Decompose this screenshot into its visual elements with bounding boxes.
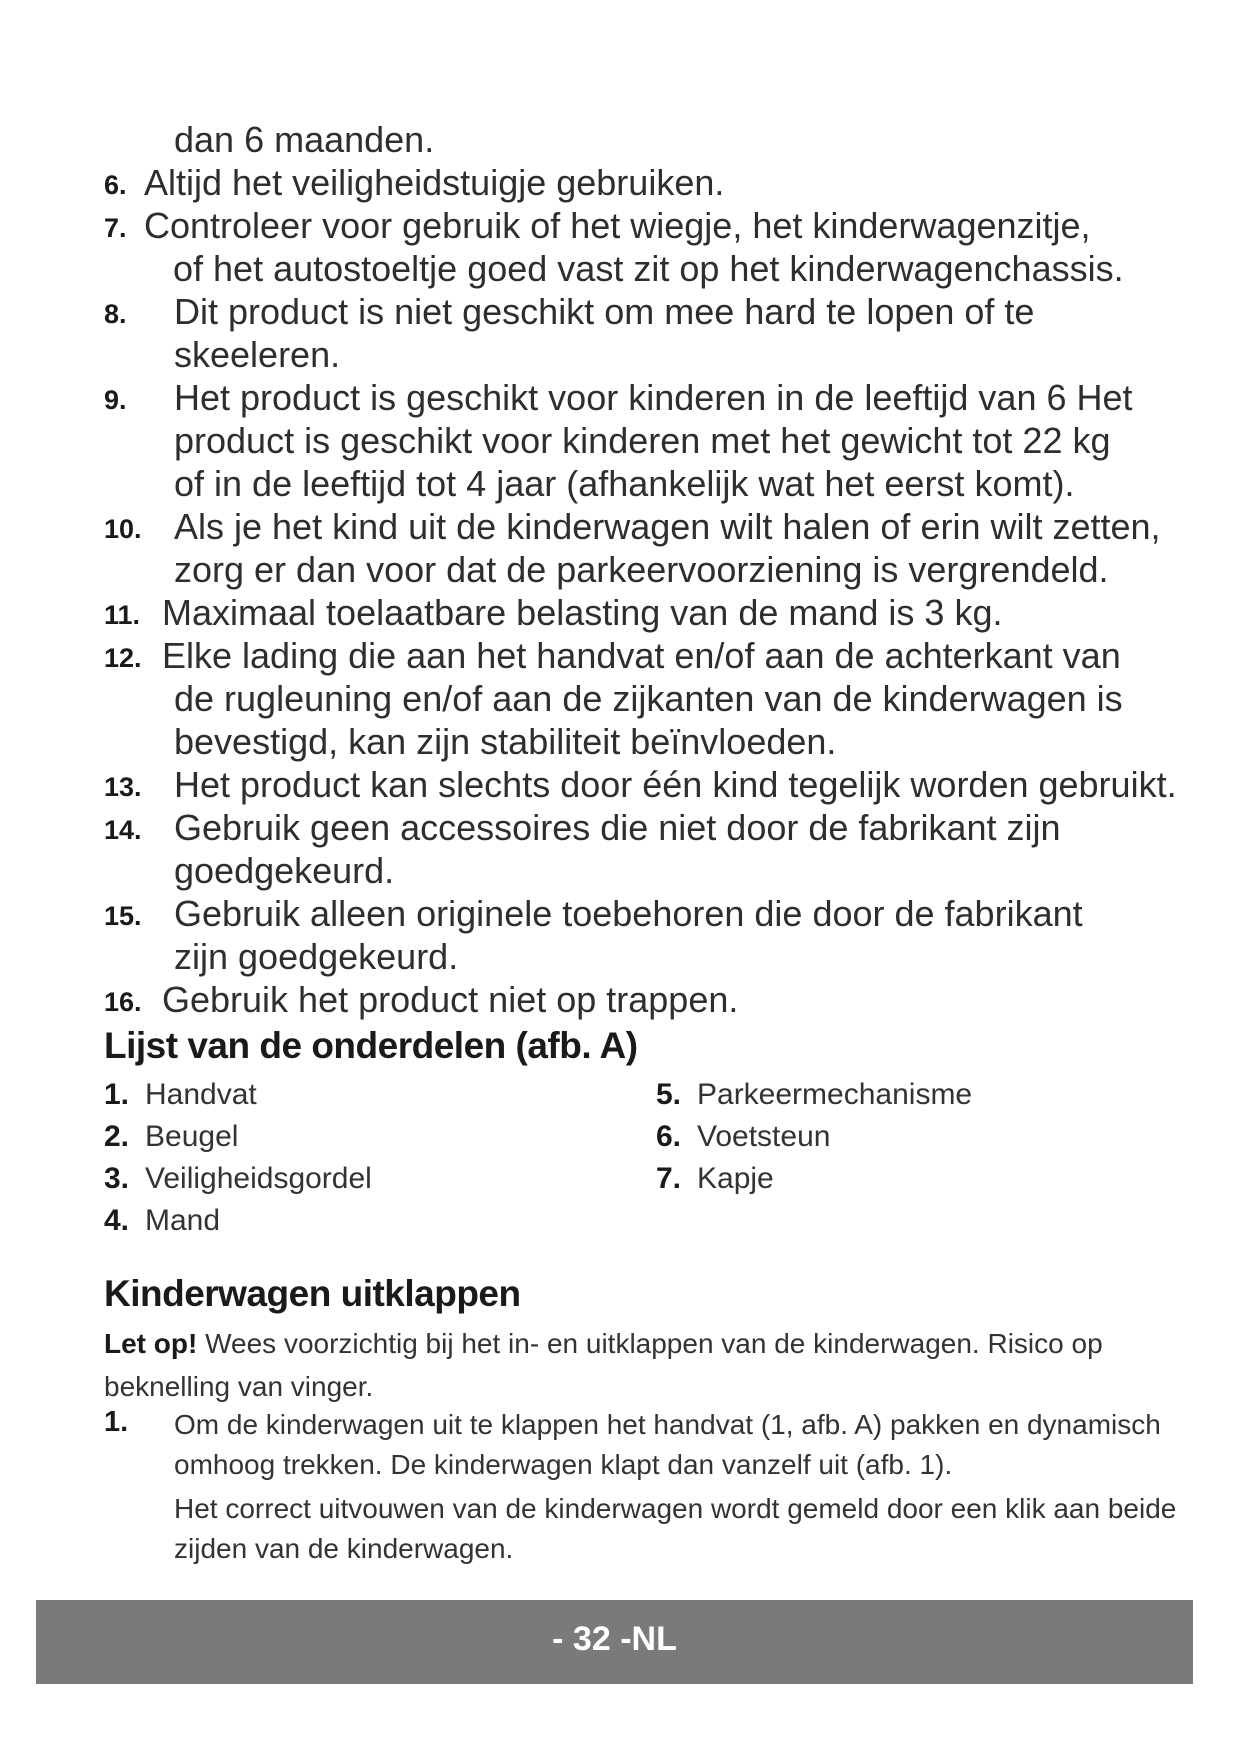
rule-text-cont: skeeleren. xyxy=(174,334,341,375)
part-number: 5. xyxy=(656,1078,682,1111)
page-number: - 32 -NL xyxy=(552,1620,677,1658)
step-paragraph: Om de kinderwagen uit te klappen het handvat (1, afb. A) pakken en dynamisch omhoog trekken. De kinderwagen klapt dan vanzelf uit (afb. 1). xyxy=(174,1409,1161,1480)
parts-list-right xyxy=(656,1074,972,1200)
part-number: 2. xyxy=(104,1120,130,1153)
rule-text-cont: zorg er dan voor dat de parkeervoorziening is vergrendeld. xyxy=(174,549,1109,590)
step-text xyxy=(174,1405,1204,1569)
rule-number: 16. xyxy=(104,987,142,1017)
rule-text-cont: de rugleuning en/of aan de zijkanten van de kinderwagen is xyxy=(174,678,1123,719)
part-label: Voetsteun xyxy=(697,1120,831,1153)
part-number: 6. xyxy=(656,1120,682,1153)
part-number: 3. xyxy=(104,1162,130,1195)
part-number: 4. xyxy=(104,1204,130,1237)
rule-text-cont: zijn goedgekeurd. xyxy=(174,936,459,977)
rule-item xyxy=(104,161,1204,204)
safety-rules-list xyxy=(104,118,1204,1021)
part-item xyxy=(656,1158,972,1200)
rule-text: Gebruik het product niet op trappen. xyxy=(162,979,739,1020)
rule-text-cont: goedgekeurd. xyxy=(174,850,395,891)
part-label: Beugel xyxy=(145,1120,239,1153)
rule-item xyxy=(104,892,1204,978)
rule-text: Gebruik geen accessoires die niet door de fabrikant zijn xyxy=(174,807,1061,848)
warning-label: Let op! xyxy=(104,1328,198,1359)
rule-text: Maximaal toelaatbare belasting van de mand is 3 kg. xyxy=(162,592,1003,633)
rule-number: 15. xyxy=(104,901,142,931)
parts-heading: Lijst van de onderdelen (afb. A) xyxy=(104,1025,638,1066)
rule-text-cont: bevestigd, kan zijn stabiliteit beïnvloeden. xyxy=(174,721,837,762)
rule-text: Als je het kind uit de kinderwagen wilt halen of erin wilt zetten, xyxy=(174,506,1161,547)
rule-item xyxy=(104,978,1204,1021)
rule-text: Controleer voor gebruik of het wiegje, het kinderwagenzitje, xyxy=(144,205,1091,246)
rule-number: 10. xyxy=(104,514,142,544)
rule-text: Het product is geschikt voor kinderen in de leeftijd van 6 Het xyxy=(174,377,1133,418)
part-label: Mand xyxy=(145,1204,221,1237)
rule-item xyxy=(104,806,1204,892)
part-item xyxy=(656,1074,972,1116)
unfold-heading: Kinderwagen uitklappen xyxy=(104,1273,521,1314)
rule-text: Dit product is niet geschikt om mee hard te lopen of te xyxy=(174,291,1035,332)
part-item xyxy=(104,1116,372,1158)
rule-number: 13. xyxy=(104,772,142,802)
part-label: Parkeermechanisme xyxy=(697,1078,973,1111)
rule-text-cont: of in de leeftijd tot 4 jaar (afhankelijk wat het eerst komt). xyxy=(174,463,1075,504)
rule-number: 11. xyxy=(104,600,141,630)
rule-number: 12. xyxy=(104,643,142,673)
part-number: 1. xyxy=(104,1078,130,1111)
rule-item xyxy=(104,118,1204,161)
part-label: Handvat xyxy=(145,1078,257,1111)
part-number: 7. xyxy=(656,1162,682,1195)
warning-note xyxy=(104,1322,1184,1408)
part-item xyxy=(656,1116,972,1158)
rule-text-cont: of het autostoeltje goed vast zit op het kinderwagenchassis. xyxy=(173,248,1124,289)
part-item xyxy=(104,1200,372,1242)
page-footer xyxy=(36,1600,1193,1684)
rule-number: 6. xyxy=(104,170,127,200)
part-item xyxy=(104,1074,372,1116)
unfold-step xyxy=(104,1405,1204,1573)
rule-text: Gebruik alleen originele toebehoren die door de fabrikant xyxy=(174,893,1083,934)
rule-item xyxy=(104,591,1204,634)
rule-text: dan 6 maanden. xyxy=(174,119,435,160)
step-number: 1. xyxy=(104,1406,129,1438)
rule-number: 14. xyxy=(104,815,142,845)
part-item xyxy=(104,1158,372,1200)
part-label: Kapje xyxy=(697,1162,774,1195)
rule-number: 9. xyxy=(104,385,127,415)
rule-text: Elke lading die aan het handvat en/of aan de achterkant van xyxy=(162,635,1121,676)
rule-text: Het product kan slechts door één kind tegelijk worden gebruikt. xyxy=(174,764,1177,805)
rule-number: 7. xyxy=(104,213,127,243)
warning-text: Wees voorzichtig bij het in- en uitklappen van de kinderwagen. Risico op beknelling van vinger. xyxy=(104,1328,1103,1402)
rule-item xyxy=(104,763,1204,806)
part-label: Veiligheidsgordel xyxy=(145,1162,372,1195)
rule-item xyxy=(104,290,1204,376)
rule-item xyxy=(104,505,1204,591)
rule-item xyxy=(104,376,1204,505)
parts-list-left xyxy=(104,1074,372,1242)
rule-text: Altijd het veiligheidstuigje gebruiken. xyxy=(144,162,725,203)
rule-number: 8. xyxy=(104,299,127,329)
rule-item xyxy=(104,204,1204,290)
rule-item xyxy=(104,634,1204,763)
step-paragraph: Het correct uitvouwen van de kinderwagen wordt gemeld door een klik aan beide zijden van de kinderwagen. xyxy=(174,1493,1177,1564)
rule-text-cont: product is geschikt voor kinderen met het gewicht tot 22 kg xyxy=(174,420,1111,461)
